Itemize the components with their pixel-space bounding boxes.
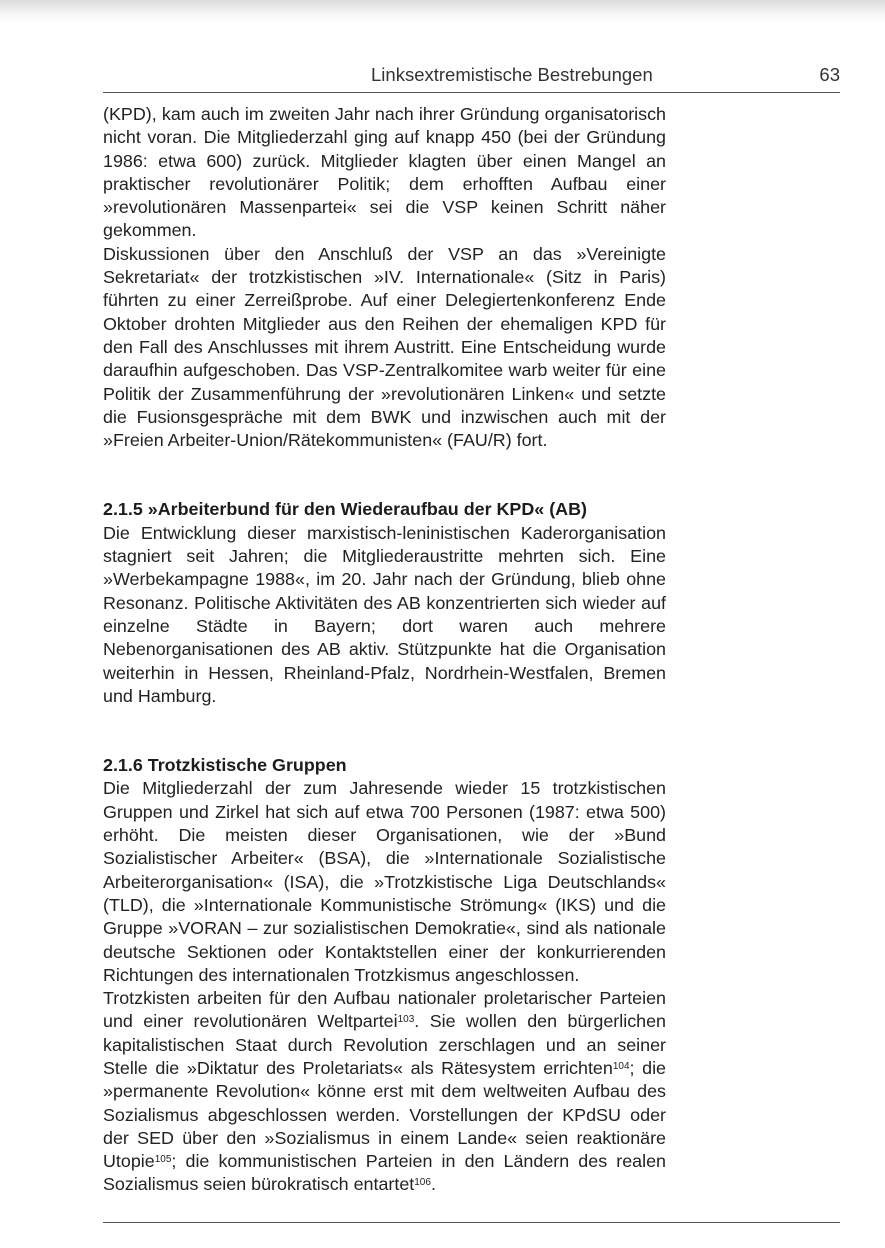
page-number: 63: [819, 64, 840, 85]
heading-2-1-6: 2.1.6 Trotzkistische Gruppen: [103, 755, 347, 776]
paragraph-ab: Die Entwicklung dieser marxistisch-leninistischen Kaderorganisation stagniert seit Jahren; die Mitgliederaustritte mehrten sich. Eine »Werbekampagne 1988«, im 20. Jahr nach der Gründung, blieb ohne Resonanz. Politische Aktivitäten des AB konzentrierten sich wieder auf einzelne Städte in Bayern; dort waren auch mehrere Nebenorganisationen des AB aktiv. Stützpunkte hat die Organisation weiterhin in Hessen, Rheinland-Pfalz, Nordrhein-Westfalen, Bremen und Hamburg.: [103, 522, 666, 706]
footnote-ref-105[interactable]: 105: [154, 1154, 172, 1166]
paragraph-trotskyist-groups: Die Mitgliederzahl der zum Jahresende wieder 15 trotzkistischen Gruppen und Zirkel hat sich auf etwa 700 Personen (1987: etwa 500) erhöht. Die meisten dieser Organisationen, wie der »Bund Sozialistischer Arbeiter« (BSA), die »Internationale Sozialistische Arbeiterorganisation« (ISA), die »Trotzkistische Liga Deutschlands« (TLD), die »Internationale Kommunistische Strömung« (IKS) und die Gruppe »VORAN – zur sozialistischen Demokratie«, sind als nationale deutsche Sektionen oder Kontaktstellen einer der konkurrierenden Richtungen des internationalen Trotzkismus angeschlossen.: [103, 778, 666, 985]
running-title: Linksextremistische Bestrebungen: [371, 64, 653, 85]
paragraph-vsp-membership: (KPD), kam auch im zweiten Jahr nach ihrer Gründung organisatorisch nicht voran. Die Mitgliederzahl ging auf knapp 450 (bei der Gründung 1986: etwa 600) zurück. Mitglieder klagten über einen Mangel an praktischer revolutionärer Politik; dem erhofften Aufbau einer »revolutionären Massenpartei« sei die VSP keinen Schritt näher gekommen.: [103, 104, 666, 241]
footnote-ref-103[interactable]: 103: [397, 1014, 415, 1026]
section-spacer: [103, 708, 666, 754]
footnote-ref-104[interactable]: 104: [612, 1060, 630, 1072]
text-segment: ; die kommunistischen Parteien in den Ländern des realen Sozialismus seien bürokratisch entartet: [103, 1151, 666, 1195]
scan-edge-shadow: [0, 0, 885, 22]
paragraph-vsp-affiliation: Diskussionen über den Anschluß der VSP an das »Vereinigte Sekretariat« der trotzkistischen »IV. Internationale« (Sitz in Paris) führten zu einer Zerreißprobe. Auf einer Delegiertenkonferenz Ende Oktober drohten Mitglieder aus den Reihen der ehemaligen KPD für den Fall des Anschlusses mit ihrem Austritt. Eine Entscheidung wurde daraufhin aufgeschoben. Das VSP-Zentralkomitee warb weiter für eine Politik der Zusammenführung der »revolutionären Linken« und setzte die Fusionsgespräche mit dem BWK und inzwischen auch mit der »Freien Arbeiter-Union/Rätekommunisten« (FAU/R) fort.: [103, 243, 666, 451]
page-body: [103, 103, 666, 1197]
heading-2-1-5: 2.1.5 »Arbeiterbund für den Wiederaufbau der KPD« (AB): [103, 499, 587, 520]
text-segment: ; die »permanente Revolution« könne erst mit dem weltweiten Aufbau des Sozialismus abgeschlossen werden. Vorstellungen der KPdSU oder der SED über den »Sozialismus in einem Lande« seien reaktionäre Utopie: [103, 1057, 666, 1172]
text-segment: Trotzkisten arbeiten für den Aufbau nationaler proletarischer Parteien und einer revolutionären Weltpartei: [103, 988, 666, 1032]
running-header: [103, 62, 840, 93]
footnote-ref-106[interactable]: 106: [414, 1177, 431, 1189]
text-segment: . Sie wollen den bürgerlichen kapitalistischen Staat durch Revolution zerschlagen und an seiner Stelle die »Diktatur des Proletariats« als Rätesystem errichten: [103, 1011, 666, 1078]
section-spacer: [103, 452, 666, 498]
footnote-separator-rule: [103, 1222, 840, 1223]
paragraph-trotskyist-goals: [103, 987, 666, 1197]
text-segment: .: [430, 1174, 436, 1195]
